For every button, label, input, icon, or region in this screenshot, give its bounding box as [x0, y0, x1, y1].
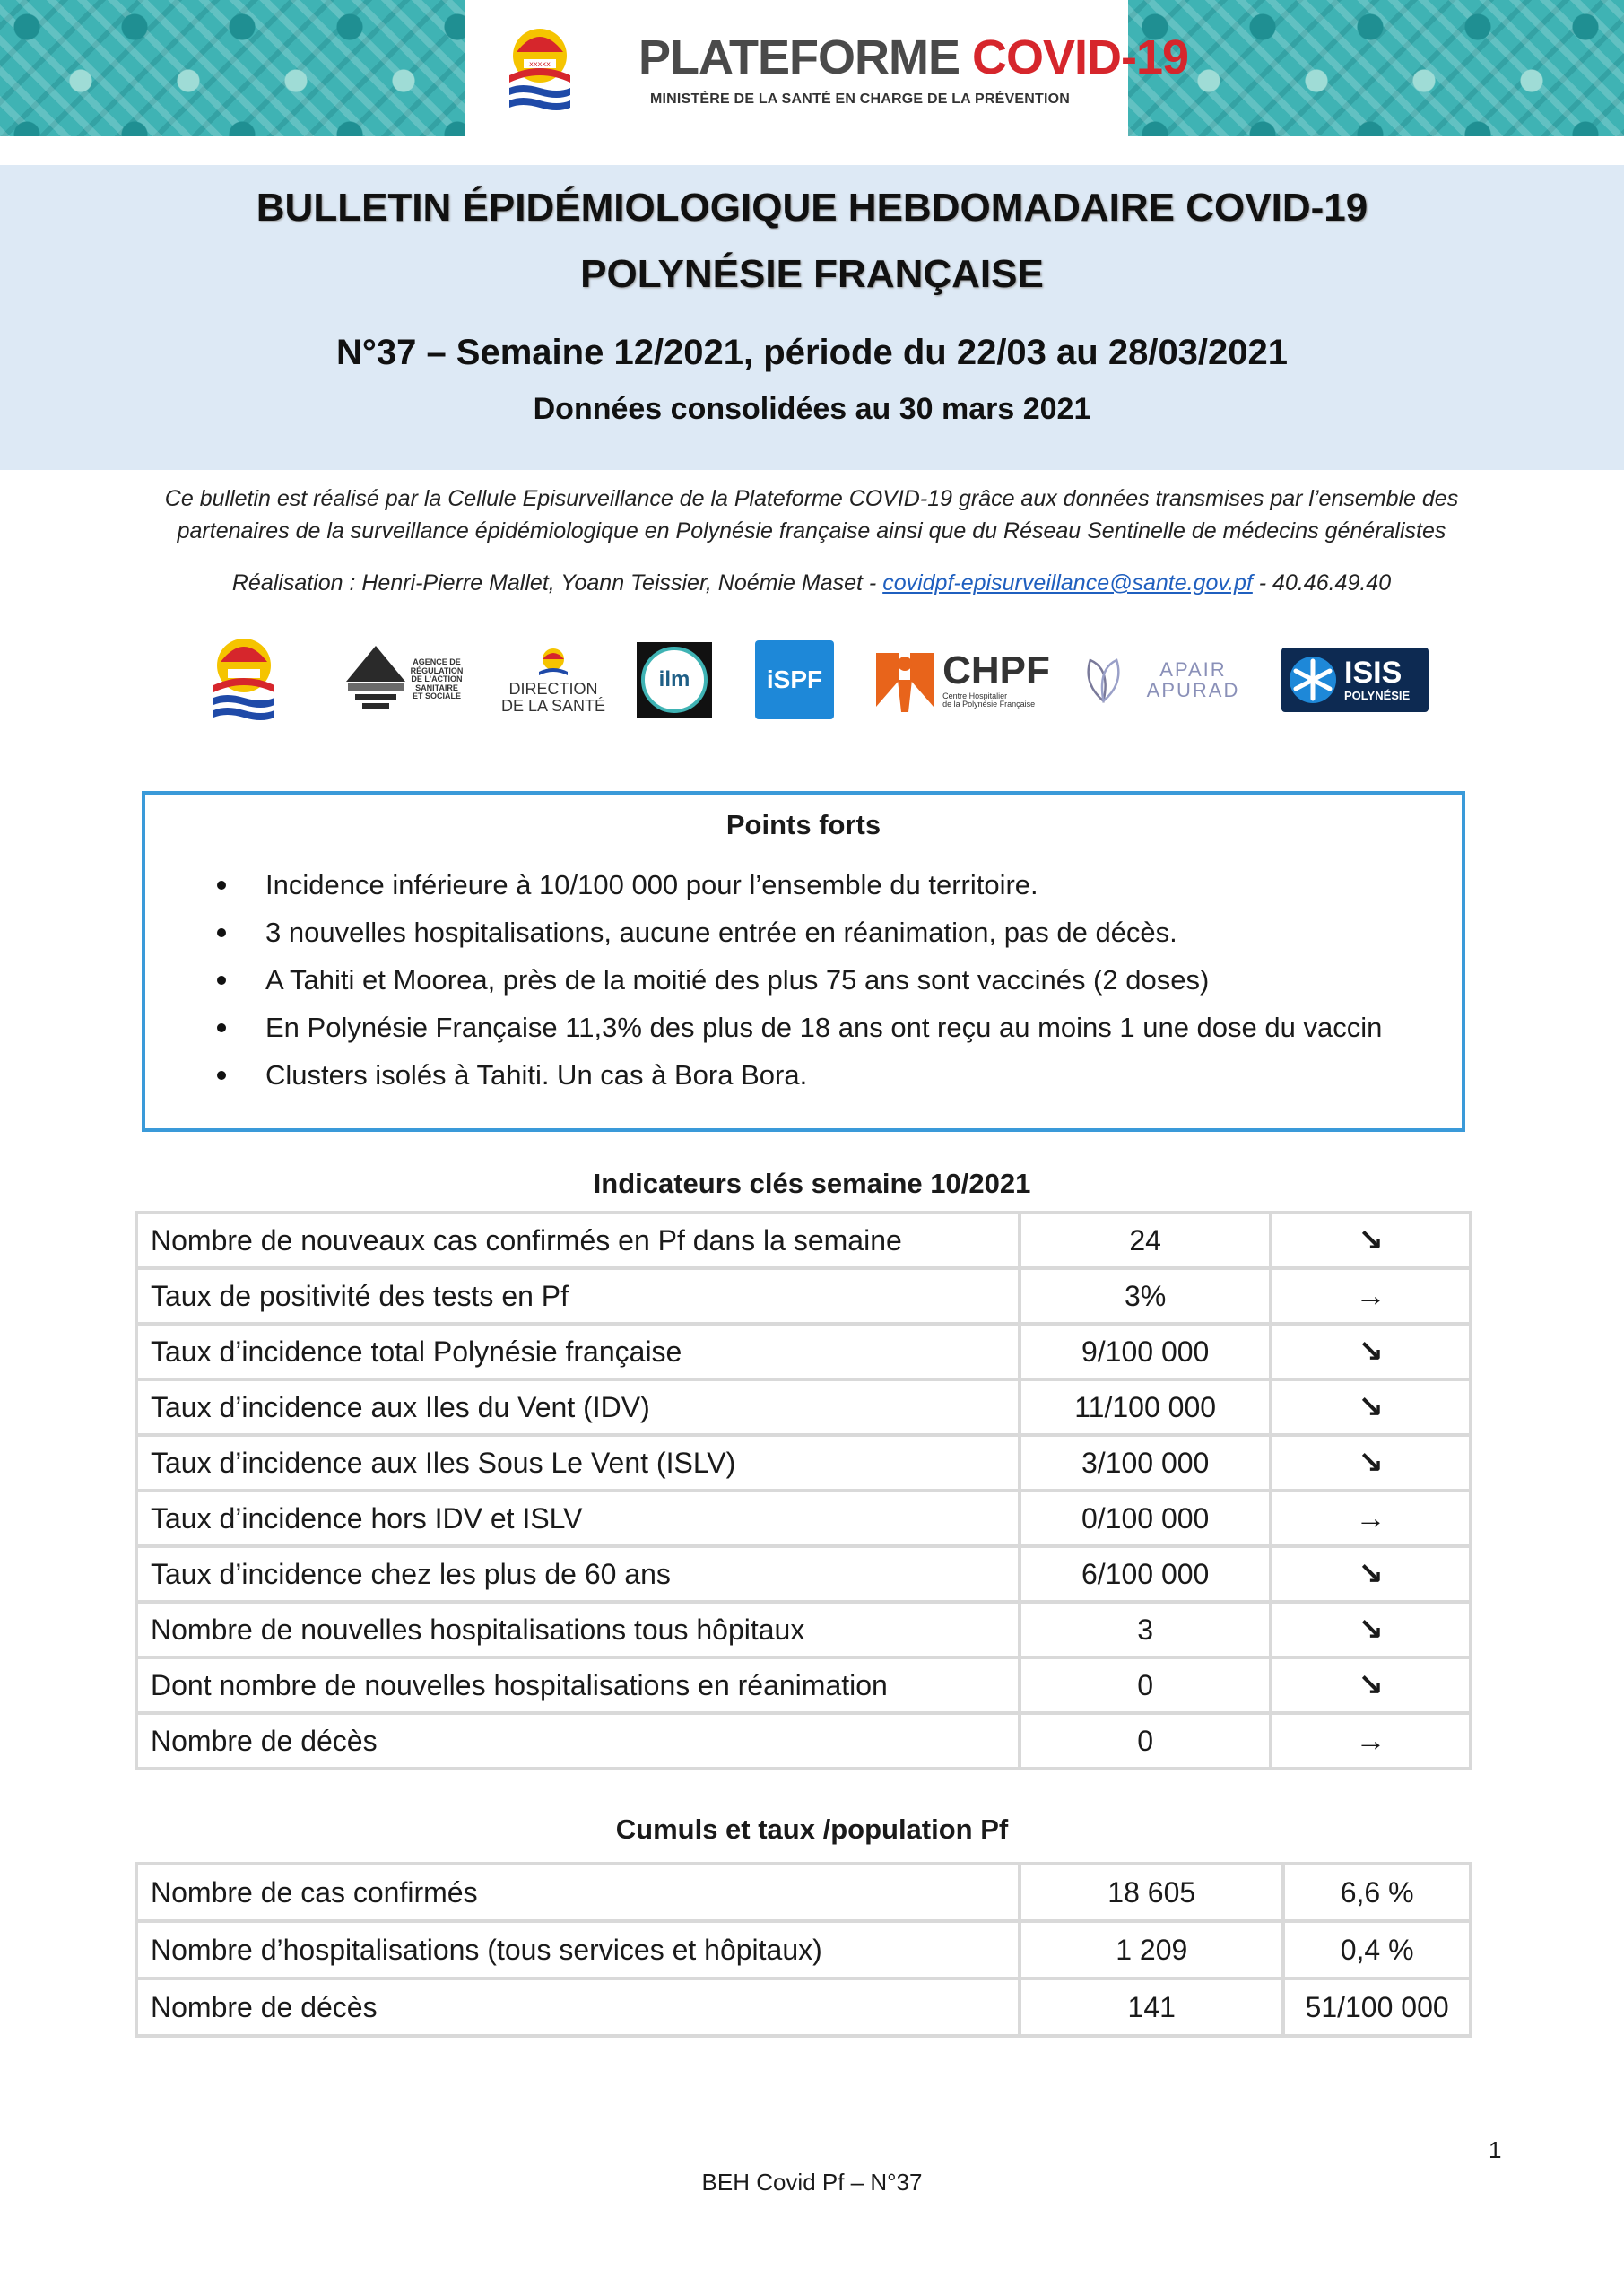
partner-logo-ilm — [635, 635, 714, 725]
bulletin-region: POLYNÉSIE FRANÇAISE — [580, 252, 1044, 296]
arass-text-3: DE L'ACTION — [411, 674, 463, 684]
realisation-authors: Réalisation : Henri-Pierre Mallet, Yoann Teissier, Noémie Maset - — [231, 570, 883, 596]
bulletin-issue: N°37 – Semaine 12/2021, période du 22/03 au 28/03/2021 — [335, 333, 1289, 372]
indicator-row — [138, 1715, 1469, 1767]
points-forts-title: Points forts — [725, 809, 881, 840]
isis-sub-text: POLYNÉSIE — [1344, 689, 1411, 703]
points-forts-list — [217, 861, 1382, 1099]
indicator-value: 6/100 000 — [1021, 1548, 1269, 1600]
title-block — [0, 165, 1624, 470]
polynesia-emblem-small-icon — [201, 635, 287, 725]
trend-down-arrow-icon: ↘ — [1272, 1548, 1469, 1600]
indicator-value: 0 — [1021, 1715, 1269, 1767]
polynesian-pattern-right — [1128, 0, 1624, 136]
apurad-text: APAIR APURAD — [1146, 657, 1240, 701]
brand-highlight: COVID-19 — [972, 30, 1189, 84]
chpf-figure-icon — [873, 644, 937, 716]
indicator-row — [138, 1270, 1469, 1322]
points-forts-box — [142, 791, 1465, 1132]
trend-down-arrow-icon: ↘ — [1272, 1326, 1469, 1378]
indicators-table — [135, 1211, 1472, 1770]
indicator-label: Taux d’incidence aux Iles Sous Le Vent (ISLV) — [138, 1437, 1018, 1489]
cumul-rate: 51/100 000 — [1285, 1980, 1469, 2034]
indicator-value: 11/100 000 — [1021, 1381, 1269, 1433]
arass-mark-icon — [344, 637, 407, 723]
indicator-row — [138, 1437, 1469, 1489]
ds-emblem-icon — [535, 645, 571, 681]
cumul-count: 1 209 — [1021, 1923, 1281, 1977]
chpf-sub-1: Centre Hospitalier — [942, 691, 1008, 700]
trend-down-arrow-icon: ↘ — [1272, 1381, 1469, 1433]
indicator-value: 0/100 000 — [1021, 1492, 1269, 1544]
cumul-count: 141 — [1021, 1980, 1281, 2034]
indicator-label: Nombre de nouvelles hospitalisations tous hôpitaux — [138, 1604, 1018, 1656]
header-banner — [0, 0, 1624, 136]
trend-flat-arrow-icon: → — [1272, 1492, 1469, 1544]
cumul-count: 18 605 — [1021, 1866, 1281, 1919]
contact-phone: - 40.46.49.40 — [1252, 570, 1392, 596]
indicator-value: 9/100 000 — [1021, 1326, 1269, 1378]
footer-text: BEH Covid Pf – N°37 — [701, 2169, 923, 2196]
brand-prefix: PLATEFORME — [638, 30, 960, 84]
points-forts-item: En Polynésie Française 11,3% des plus de 18 ans ont reçu au moins 1 une dose du vaccin — [217, 1004, 1382, 1051]
indicator-value: 3% — [1021, 1270, 1269, 1322]
arass-text-4: SANITAIRE — [415, 683, 458, 692]
partner-logo-arass — [332, 635, 475, 725]
points-forts-item: Incidence inférieure à 10/100 000 pour l’ensemble du territoire. — [217, 861, 1382, 909]
trend-flat-arrow-icon: → — [1272, 1715, 1469, 1767]
indicator-label: Taux d’incidence chez les plus de 60 ans — [138, 1548, 1018, 1600]
indicator-row — [138, 1604, 1469, 1656]
indicator-label: Dont nombre de nouvelles hospitalisations en réanimation — [138, 1659, 1018, 1711]
credits-line-2: partenaires de la surveillance épidémiologique en Polynésie française ainsi que du Réseau Sentinelle de médecins généralistes — [177, 518, 1446, 544]
indicator-value: 3/100 000 — [1021, 1437, 1269, 1489]
trend-down-arrow-icon: ↘ — [1272, 1604, 1469, 1656]
indicator-value: 3 — [1021, 1604, 1269, 1656]
brand-title — [638, 30, 1188, 84]
cumuls-table — [135, 1862, 1472, 2038]
indicator-row — [138, 1492, 1469, 1544]
credits-text — [72, 483, 1551, 547]
cumul-label: Nombre de cas confirmés — [138, 1866, 1018, 1919]
polynesian-pattern-left — [0, 0, 465, 136]
indicator-label: Taux de positivité des tests en Pf — [138, 1270, 1018, 1322]
cumul-row — [138, 1923, 1469, 1977]
cumul-rate: 6,6 % — [1285, 1866, 1469, 1919]
cumul-row — [138, 1866, 1469, 1919]
partner-logo-chpf — [872, 635, 1051, 725]
ds-text-1: DIRECTION — [508, 680, 598, 699]
bulletin-consolidation-date: Données consolidées au 30 mars 2021 — [533, 392, 1091, 426]
arass-text-1: AGENCE DE — [413, 657, 461, 667]
trend-down-arrow-icon: ↘ — [1272, 1437, 1469, 1489]
points-forts-item: A Tahiti et Moorea, près de la moitié des plus 75 ans sont vaccinés (2 doses) — [217, 956, 1382, 1004]
indicator-row — [138, 1548, 1469, 1600]
indicator-label: Taux d’incidence total Polynésie française — [138, 1326, 1018, 1378]
partner-logo-ispf — [753, 635, 836, 725]
partner-logo-isis — [1281, 635, 1429, 725]
svg-text:xxxxx: xxxxx — [529, 60, 551, 68]
arass-text-5: ET SOCIALE — [412, 691, 461, 701]
indicator-label: Taux d’incidence aux Iles du Vent (IDV) — [138, 1381, 1018, 1433]
indicator-row — [138, 1659, 1469, 1711]
cumul-label: Nombre d’hospitalisations (tous services et hôpitaux) — [138, 1923, 1018, 1977]
bulletin-title: BULLETIN ÉPIDÉMIOLOGIQUE HEBDOMADAIRE COVID-19 — [256, 186, 1368, 230]
indicator-value: 0 — [1021, 1659, 1269, 1711]
trend-flat-arrow-icon: → — [1272, 1270, 1469, 1322]
indicator-value: 24 — [1021, 1214, 1269, 1266]
page-number: 1 — [1489, 2136, 1502, 2163]
indicator-label: Taux d’incidence hors IDV et ISLV — [138, 1492, 1018, 1544]
cumul-label: Nombre de décès — [138, 1980, 1018, 2034]
cumul-rate: 0,4 % — [1285, 1923, 1469, 1977]
points-forts-item: 3 nouvelles hospitalisations, aucune entrée en réanimation, pas de décès. — [217, 909, 1382, 956]
indicator-label: Nombre de nouveaux cas confirmés en Pf dans la semaine — [138, 1214, 1018, 1266]
indicators-title: Indicateurs clés semaine 10/2021 — [593, 1168, 1031, 1199]
partner-logo-polynesia — [199, 635, 289, 725]
indicator-row — [138, 1214, 1469, 1266]
credits-line-1: Ce bulletin est réalisé par la Cellule Episurveillance de la Plateforme COVID-19 grâce aux données transmises par l’ensemble des — [164, 486, 1459, 511]
isis-star-icon — [1287, 654, 1339, 706]
contact-email-link[interactable]: covidpf-episurveillance@sante.gov.pf — [882, 570, 1253, 596]
indicator-label: Nombre de décès — [138, 1715, 1018, 1767]
ispf-text: iSPF — [766, 665, 823, 694]
cumul-row — [138, 1980, 1469, 2034]
ds-text-2: DE LA SANTÉ — [500, 697, 606, 715]
partner-logo-apurad — [1081, 635, 1261, 725]
isis-text: ISIS — [1344, 656, 1403, 691]
indicator-row — [138, 1381, 1469, 1433]
cumuls-title: Cumuls et taux /population Pf — [615, 1813, 1009, 1845]
arass-text-2: RÉGULATION — [410, 665, 464, 675]
partner-logo-direction-sante — [499, 635, 608, 725]
realisation-line — [72, 567, 1551, 599]
chpf-sub-2: de la Polynésie Française — [942, 700, 1036, 709]
ilm-text: ilm — [658, 667, 690, 692]
indicator-row — [138, 1326, 1469, 1378]
trend-down-arrow-icon: ↘ — [1272, 1659, 1469, 1711]
polynesia-emblem-icon — [504, 25, 576, 115]
chpf-text: CHPF — [942, 648, 1050, 693]
trend-down-arrow-icon: ↘ — [1272, 1214, 1469, 1266]
points-forts-item: Clusters isolés à Tahiti. Un cas à Bora Bora. — [217, 1051, 1382, 1099]
partner-logos — [0, 635, 1624, 734]
brand-subtitle: MINISTÈRE DE LA SANTÉ EN CHARGE DE LA PRÉVENTION — [650, 91, 1071, 107]
apurad-leaf-icon — [1081, 648, 1125, 711]
